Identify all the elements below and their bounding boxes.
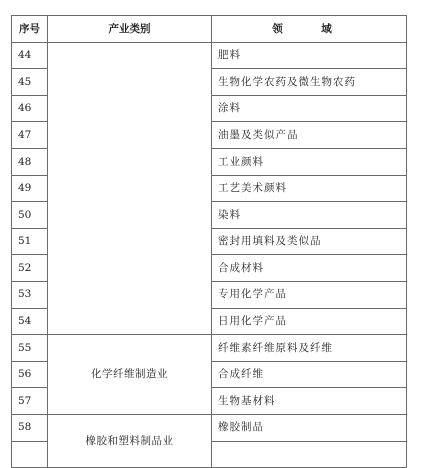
field-cell: 密封用填料及类似品 (212, 228, 407, 255)
field-cell: 合成材料 (212, 255, 407, 282)
field-cell: 肥料 (212, 42, 407, 69)
row-number: 48 (12, 148, 48, 175)
row-number: 53 (12, 281, 48, 308)
field-cell: 工艺美术颜料 (212, 175, 407, 202)
field-cell: 生物基材料 (212, 388, 407, 415)
row-number: 44 (12, 42, 48, 69)
table-row (12, 42, 407, 69)
header-industry-category: 产业类别 (48, 16, 212, 43)
row-number: 54 (12, 308, 48, 335)
field-cell: 生物化学农药及微生物农药 (212, 69, 407, 96)
industry-table (11, 15, 407, 468)
row-number: 50 (12, 202, 48, 229)
row-number: 46 (12, 95, 48, 122)
table-row (12, 414, 407, 441)
row-number: 51 (12, 228, 48, 255)
header-row (12, 16, 407, 43)
table-header (12, 16, 407, 43)
field-cell: 橡胶制品 (212, 414, 407, 441)
row-number: 47 (12, 122, 48, 149)
header-field-label: 领 域 (272, 22, 346, 35)
row-number: 49 (12, 175, 48, 202)
field-cell: 涂料 (212, 95, 407, 122)
row-number (12, 441, 48, 468)
field-cell: 油墨及类似产品 (212, 122, 407, 149)
row-number: 56 (12, 361, 48, 388)
field-cell (212, 441, 407, 468)
row-number: 58 (12, 414, 48, 441)
row-number: 52 (12, 255, 48, 282)
table-body (12, 42, 407, 468)
category-cell: 化学纤维制造业 (48, 335, 212, 415)
table-row (12, 335, 407, 362)
field-cell: 日用化学产品 (212, 308, 407, 335)
header-serial-number: 序号 (12, 16, 48, 43)
row-number: 45 (12, 69, 48, 96)
row-number: 57 (12, 388, 48, 415)
header-field (212, 16, 407, 43)
field-cell: 专用化学产品 (212, 281, 407, 308)
category-cell (48, 42, 212, 335)
category-cell: 橡胶和塑料制品业 (48, 414, 212, 467)
field-cell: 工业颜料 (212, 148, 407, 175)
field-cell: 合成纤维 (212, 361, 407, 388)
field-cell: 纤维素纤维原料及纤维 (212, 335, 407, 362)
row-number: 55 (12, 335, 48, 362)
field-cell: 染料 (212, 202, 407, 229)
